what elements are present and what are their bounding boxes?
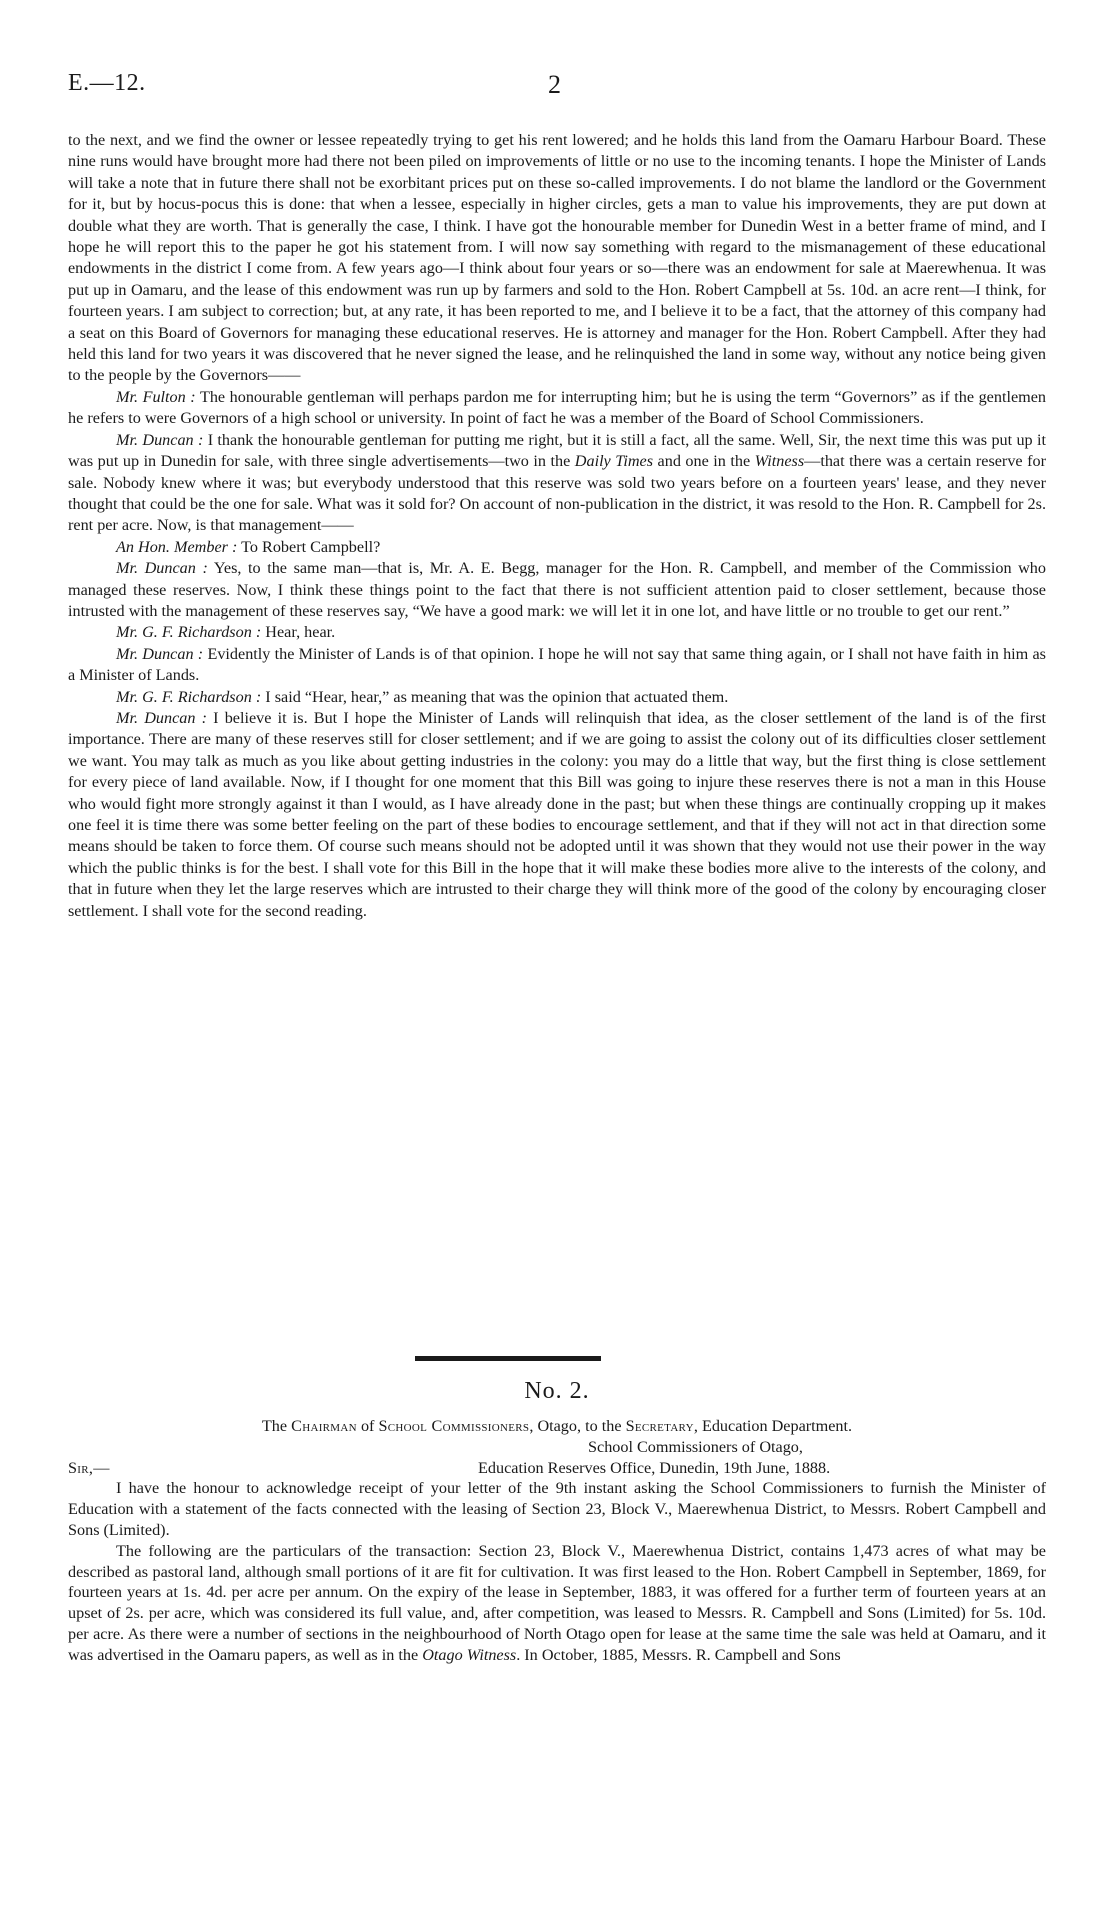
- speech-text: The honourable gentleman will perhaps pardon me for interrupting him; but he is using the term “Governors” as if the gentlemen he refers to were Governors of a high school or university. In point of fact he was a member of the Board of School Commissioners.: [68, 387, 1046, 428]
- speech-text: I thank the honourable gentleman for putting me right, but it is still a fact, all the same. Well, Sir, the next time this was put up it was put up in Dunedin for sale, with three single advertisements—two in the: [68, 430, 1046, 471]
- letter-heading: [68, 1416, 1046, 1437]
- heading-text: of: [356, 1417, 379, 1435]
- heading-text: School Commissioners: [378, 1417, 530, 1435]
- page-number: 2: [548, 70, 561, 99]
- address-line: [68, 1458, 1046, 1479]
- speech-text: Hear, hear.: [261, 623, 336, 642]
- letter-paragraph: I have the honour to acknowledge receipt of your letter of the 9th instant asking the School Commissioners to furnish the Minister of Education with a statement of the facts connected with the leasing of Section 23, Block V., Maerewhenua District, to Messrs. Robert Campbell and Sons (Limited).: [68, 1479, 1046, 1539]
- speech-text: I believe it is. But I hope the Minister of Lands will relinquish that idea, as the closer settlement of the land is of the first importance. There are many of these reserves still for closer settlement; and if we are going to assist the colony out of its difficulties closer settlement we want. You may talk as much as you like about getting industries in the colony: you may do a little that way, but the first thing is close settlement for every piece of land available. Now, if I thought for one moment that this Bill was going to injure these reserves there is not a man in this House who would fight more strongly against it than I would, as I have already done in the past; but when these things are continually cropping up it makes one feel it is time there was some better feeling on the part of these bodies to encourage settlement, and that if they will not act in that direction some means should be taken to force them. Of course such means should not be adopted until it was shown that they would not use their power in the way which the public thinks is for the best. I shall vote for this Bill in the hope that it will make these bodies more alive to the interests of the colony, and that in future when they let the large reserves which are intrusted to their charge they will think more of the good of the colony by encouraging closer settlement. I shall vote for the second reading.: [68, 708, 1046, 920]
- speech-paragraph: to the next, and we find the owner or lessee repeatedly trying to get his rent lowered; and he holds this land from the Oamaru Harbour Board. These nine runs would have brought more had there not been piled on improvements of little or no use to the incoming tenants. I hope the Minister of Lands will take a note that in future there shall not be exorbitant prices put on these so-called improvements. I do not blame the landlord or the Government for it, but by hocus-pocus this is done: that when a lessee, especially in higher circles, gets a man to value his improvements, they are put down at double what they are worth. That is generally the case, I think. I have got the honourable member for Dunedin West in a better frame of mind, and I hope he will report this to the paper he got his statement from. I will now say something with regard to the mismanagement of these educational endowments in the district I come from. A few years ago—I think about four years or so—there was an endowment for sale at Maerewhenua. It was put up in Oamaru, and the lease of this endowment was run up by farmers and sold to the Hon. Robert Campbell at 5s. 10d. an acre rent—I think, for fourteen years. I am subject to correction; but, at any rate, it has been reported to me, and I believe it to be a fact, that the attorney of this company had a seat on this Board of Governors for managing these educational reserves. He is attorney and manager for the Hon. Robert Campbell. After they had held this land for two years it was discovered that he never signed the lease, and he relinquished the land in some way, without any notice being given to the people by the Governors——: [68, 131, 1046, 385]
- letter-section: [68, 1416, 1046, 1666]
- heading-text: , Otago, to the: [529, 1417, 626, 1435]
- heading-text: , Education Department.: [693, 1417, 853, 1435]
- letter-text: The following are the particulars of the transaction: Section 23, Block V., Maerewhenua District, contains 1,473 acres of what may be described as pastoral land, although small portions of it are fit for cultivation. It was first leased to the Hon. Robert Campbell in September, 1869, for fourteen years at 1s. 4d. per acre per annum. On the expiry of the lease in September, 1883, it was offered for a further term of fourteen years at an upset of 2s. per acre, which was considered its full value, and, after competition, was leased to Messrs. R. Campbell and Sons (Limited) for 5s. 10d. per acre. As there were a number of sections in the neighbourhood of North Otago open for lease at the same time the sale was held at Oamaru, and it was advertised in the Oamaru papers, as well as in the: [68, 1541, 1046, 1664]
- speech-paragraph: [68, 387, 1046, 430]
- speech-paragraph: [68, 430, 1046, 537]
- sender-address: School Commissioners of Otago,: [588, 1437, 803, 1456]
- speaker-name: Mr. Fulton :: [116, 387, 196, 406]
- speaker-name: Mr. Duncan :: [116, 708, 207, 727]
- speech-paragraph: [68, 644, 1046, 687]
- speaker-name: Mr. Duncan :: [116, 644, 204, 663]
- newspaper-title: Otago Witness: [422, 1645, 517, 1664]
- document-code: E.—12.: [68, 70, 146, 96]
- newspaper-title: Daily Times: [574, 452, 654, 471]
- speech-section: [68, 130, 1046, 922]
- letter-paragraph: [68, 1541, 1046, 1666]
- speaker-name: Mr. G. F. Richardson :: [116, 623, 262, 642]
- speech-text: —that there was a certain reserve for sale. Nobody knew where it was; but everybody understood that this reserve was sold two years before on a fourteen years' lease, and they never thought that could be the one for sale. What was it sold for? On account of non-publication in the district, it was resold to the Hon. R. Campbell for 2s. rent per acre. Now, is that management——: [68, 452, 1046, 535]
- speaker-name: Mr. G. F. Richardson :: [116, 687, 262, 706]
- speech-paragraph: [68, 708, 1046, 922]
- speech-text: To Robert Campbell?: [237, 537, 381, 556]
- speech-paragraph: [68, 622, 1046, 643]
- newspaper-title: Witness: [754, 452, 805, 471]
- section-divider: [415, 1356, 601, 1361]
- speaker-name: An Hon. Member :: [116, 537, 238, 556]
- speech-text: Yes, to the same man—that is, Mr. A. E. Begg, manager for the Hon. R. Campbell, and member of the Commission who managed these reserves. Now, I think these things point to the fact that there is not sufficient attention paid to closer settlement, because those intrusted with the management of these reserves say, “We have a good mark: we will let it in one lot, and have little or no trouble to get our rent.”: [68, 559, 1046, 620]
- page-header: [68, 70, 1048, 110]
- speech-text: I said “Hear, hear,” as meaning that was the opinion that actuated them.: [261, 687, 729, 706]
- salutation: Sir,—: [68, 1458, 110, 1477]
- speech-paragraph: [68, 558, 1046, 622]
- heading-text: The: [261, 1417, 292, 1435]
- letter-number: No. 2.: [524, 1378, 590, 1404]
- speaker-name: Mr. Duncan :: [116, 559, 208, 578]
- heading-text: Secretary: [625, 1417, 694, 1435]
- speech-paragraph: [68, 537, 1046, 558]
- address-line: [68, 1437, 1046, 1458]
- speaker-name: Mr. Duncan :: [116, 430, 204, 449]
- speech-text: Evidently the Minister of Lands is of that opinion. I hope he will not say that same thing again, or I shall not have faith in him as a Minister of Lands.: [68, 644, 1046, 685]
- sender-address-date: Education Reserves Office, Dunedin, 19th June, 1888.: [478, 1458, 831, 1477]
- letter-text: . In October, 1885, Messrs. R. Campbell and Sons: [516, 1645, 841, 1664]
- speech-text: and one in the: [653, 452, 755, 471]
- speech-paragraph: [68, 687, 1046, 708]
- heading-text: Chairman: [291, 1417, 357, 1435]
